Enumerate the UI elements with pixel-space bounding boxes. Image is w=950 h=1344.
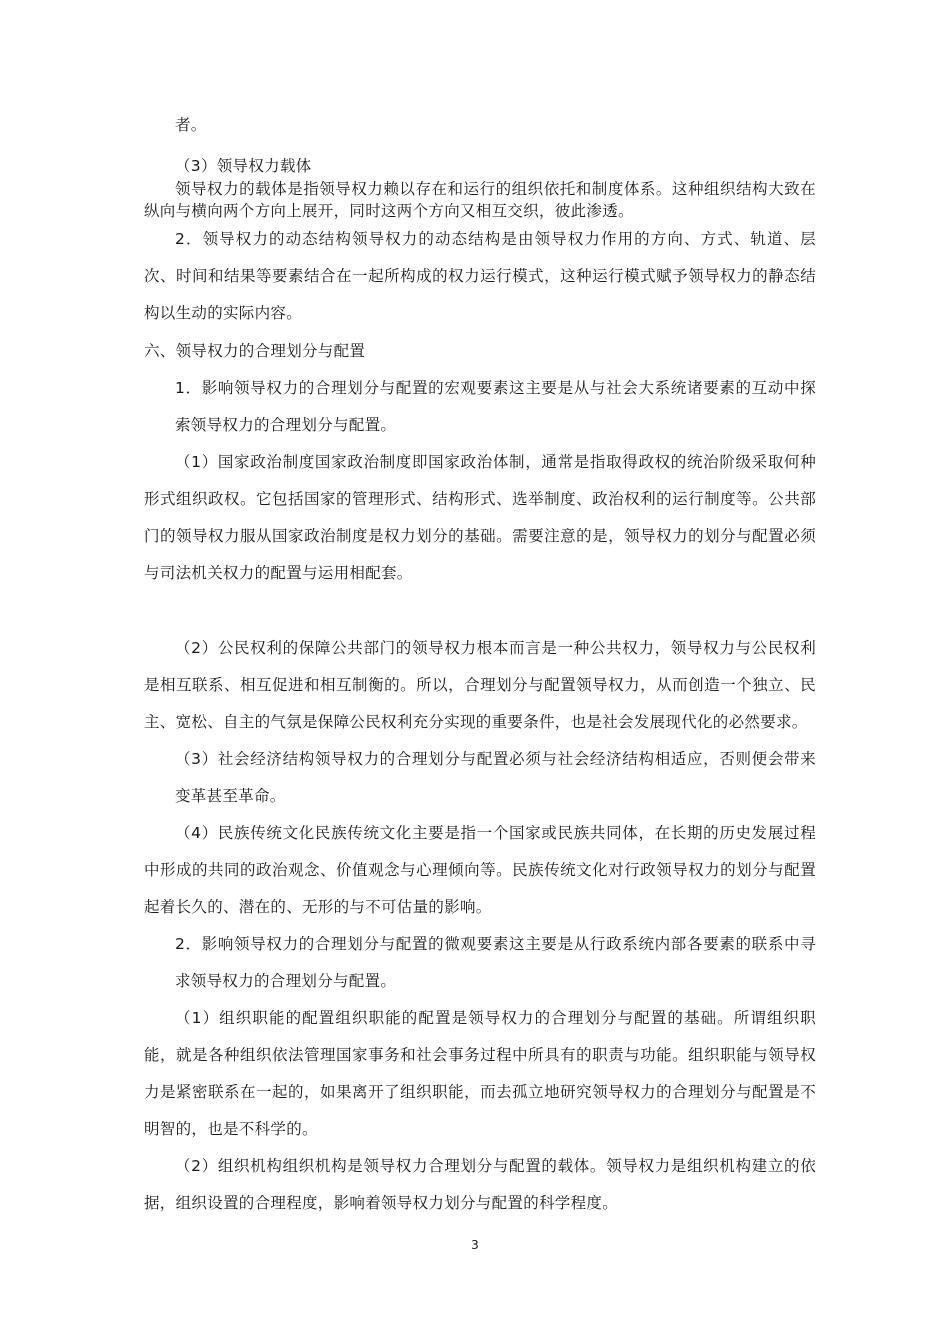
paragraph-carrier-definition: 领导权力的载体是指领导权力赖以存在和运行的组织依托和制度体系。这种组织结构大致在纵向与横向两个方向上展开，同时这两个方向又相互交织，彼此渗透。	[144, 180, 816, 220]
paragraph-macro-factors: 1．影响领导权力的合理划分与配置的宏观要素这主要是从与社会大系统诸要素的互动中探索领导权力的合理划分与配置。	[175, 379, 816, 434]
paragraph-civil-rights: （2）公民权利的保障公共部门的领导权力根本而言是一种公共权力，领导权力与公民权利是相互联系、相互促进和相互制衡的。所以，合理划分与配置领导权力，从而创造一个独立、民主、宽松、自主的气氛是保障公民权利充分实现的重要条件，也是社会发展现代化的必然要求。	[144, 639, 816, 731]
paragraph-organizational-structure: （2）组织机构组织机构是领导权力合理划分与配置的载体。领导权力是组织机构建立的依据，组织设置的合理程度，影响着领导权力划分与配置的科学程度。	[144, 1157, 816, 1212]
paragraph-organizational-functions: （1）组织职能的配置组织职能的配置是领导权力的合理划分与配置的基础。所谓组织职能，就是各种组织依法管理国家事务和社会事务过程中所具有的职责与功能。组织职能与领导权力是紧密联系在一起的，如果离开了组织职能，而去孤立地研究领导权力的合理划分与配置是不明智的，也是不科学的。	[144, 1009, 816, 1138]
paragraph-economic-structure: （3）社会经济结构领导权力的合理划分与配置必须与社会经济结构相适应，否则便会带来变革甚至革命。	[175, 750, 816, 805]
paragraph-traditional-culture: （4）民族传统文化民族传统文化主要是指一个国家或民族共同体，在长期的历史发展过程中形成的共同的政治观念、价值观念与心理倾向等。民族传统文化对行政领导权力的划分与配置起着长久的、潜在的、无形的与不可估量的影响。	[144, 824, 816, 916]
section-heading-six: 六、领导权力的合理划分与配置	[144, 342, 366, 360]
paragraph-continuation: 者。	[175, 116, 207, 134]
paragraph-micro-factors: 2．影响领导权力的合理划分与配置的微观要素这主要是从行政系统内部各要素的联系中寻求领导权力的合理划分与配置。	[175, 935, 816, 990]
heading-leadership-power-carrier: （3）领导权力载体	[175, 157, 312, 175]
paragraph-political-system: （1）国家政治制度国家政治制度即国家政治体制，通常是指取得政权的统治阶级采取何种形式组织政权。它包括国家的管理形式、结构形式、选举制度、政治权利的运行制度等。公共部门的领导权力服从国家政治制度是权力划分的基础。需要注意的是，领导权力的划分与配置必须与司法机关权力的配置与运用相配套。	[144, 453, 816, 582]
paragraph-dynamic-structure: 2．领导权力的动态结构领导权力的动态结构是由领导权力作用的方向、方式、轨道、层次、时间和结果等要素结合在一起所构成的权力运行模式，这种运行模式赋予领导权力的静态结构以生动的实际内容。	[144, 230, 816, 322]
page-number: 3	[471, 1238, 479, 1252]
